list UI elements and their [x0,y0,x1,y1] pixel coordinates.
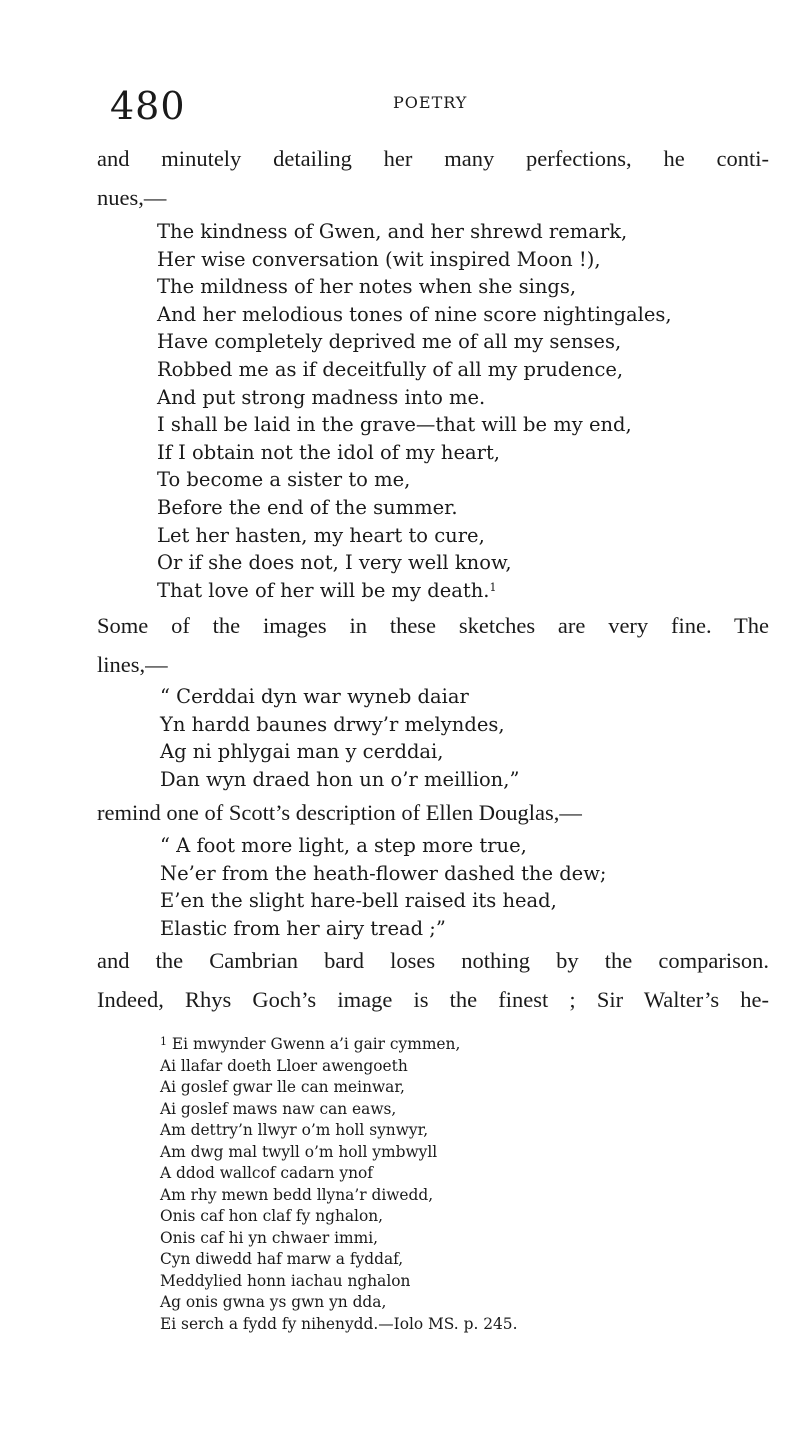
running-head: POETRY [393,93,468,112]
intro-paragraph [97,139,769,217]
footnote-line: Ai llafar doeth Lloer awengoeth [160,1056,408,1075]
footnote-line: Am rhy mewn bedd llyna’r diwedd, [160,1185,434,1204]
verse-line [157,577,672,605]
footnote-reference: 1 [489,580,497,594]
footnote-line: A ddod wallcof cadarn ynof [160,1164,373,1182]
verse-line: “ A foot more light, a step more true, [160,834,527,857]
verse-line: The mildness of her notes when she sings, [157,275,577,299]
verse-line: I shall be laid in the grave—that will be my end, [157,413,632,437]
footnote-line-text: Ei mwynder Gwenn a’i gair cymmen, [171,1035,461,1053]
footnote-line: Ai goslef maws naw can eaws, [160,1099,397,1118]
footnote-line: Am dettry’n llwyr o’m holl synwyr, [160,1121,429,1139]
footnote-line: Am dwg mal twyll o’m holl ymbwyll [160,1142,438,1161]
text-line: remind one of Scott’s description of Ellen Douglas,— [97,800,582,825]
verse-line: Ne’er from the heath-flower dashed the dew; [160,861,607,885]
footnote [160,1034,518,1335]
verse-line: Yn hardd baunes drwy’r melyndes, [160,712,505,736]
verse-translation [157,218,672,604]
verse-line: And put strong madness into me. [157,385,486,409]
verse-line: And her melodious tones of nine score nightingales, [157,302,672,326]
paragraph-comparison [97,941,769,1019]
verse-line: If I obtain not the idol of my heart, [157,440,501,464]
verse-line: Robbed me as if deceitfully of all my prudence, [157,357,624,381]
verse-line: “ Cerddai dyn war wyneb daiar [160,685,469,708]
text-line: and the Cambrian bard loses nothing by the comparison. [97,948,769,973]
footnote-line: Cyn diwedd haf marw a fyddaf, [160,1250,404,1268]
verse-line-text: That love of her will be my death. [157,578,490,602]
verse-line: Her wise conversation (wit inspired Moon !), [157,247,601,271]
verse-line: E’en the slight hare-bell raised its head, [160,889,557,913]
paragraph-scott [97,793,769,832]
verse-line: Elastic from her airy tread ;” [160,916,446,940]
verse-scott [160,832,606,942]
text-line: and minutely detailing her many perfections, he conti- [97,146,769,171]
footnote-marker: 1 [160,1035,167,1048]
verse-line: To become a sister to me, [157,468,411,492]
footnote-line: Ag onis gwna ys gwn yn dda, [160,1293,387,1311]
verse-line: Let her hasten, my heart to cure, [157,523,485,547]
footnote-line: Onis caf hi yn chwaer immi, [160,1228,379,1247]
text-line: nues,— [97,185,167,210]
footnote-line: Ei serch a fydd fy nihenydd.—Iolo MS. p. 245. [160,1314,518,1333]
footnote-line: Meddylied honn iachau nghalon [160,1271,411,1290]
verse-line: Before the end of the summer. [157,495,458,519]
paragraph-images [97,606,769,684]
text-line: Some of the images in these sketches are very fine. The [97,613,769,638]
page-number: 480 [110,84,186,128]
verse-line: Dan wyn draed hon un o’r meillion,” [160,767,520,791]
verse-line: Have completely deprived me of all my senses, [157,330,622,354]
text-line: lines,— [97,652,168,677]
text-line: Indeed, Rhys Goch’s image is the finest ; Sir Walter’s he- [97,987,769,1012]
footnote-line: Onis caf hon claf fy nghalon, [160,1207,384,1225]
footnote-line [160,1034,518,1056]
footnote-line: Ai goslef gwar lle can meinwar, [160,1078,405,1096]
verse-welsh [160,683,519,793]
verse-line: The kindness of Gwen, and her shrewd remark, [157,220,628,243]
verse-line: Or if she does not, I very well know, [157,551,512,575]
verse-line: Ag ni phlygai man y cerddai, [160,740,444,764]
